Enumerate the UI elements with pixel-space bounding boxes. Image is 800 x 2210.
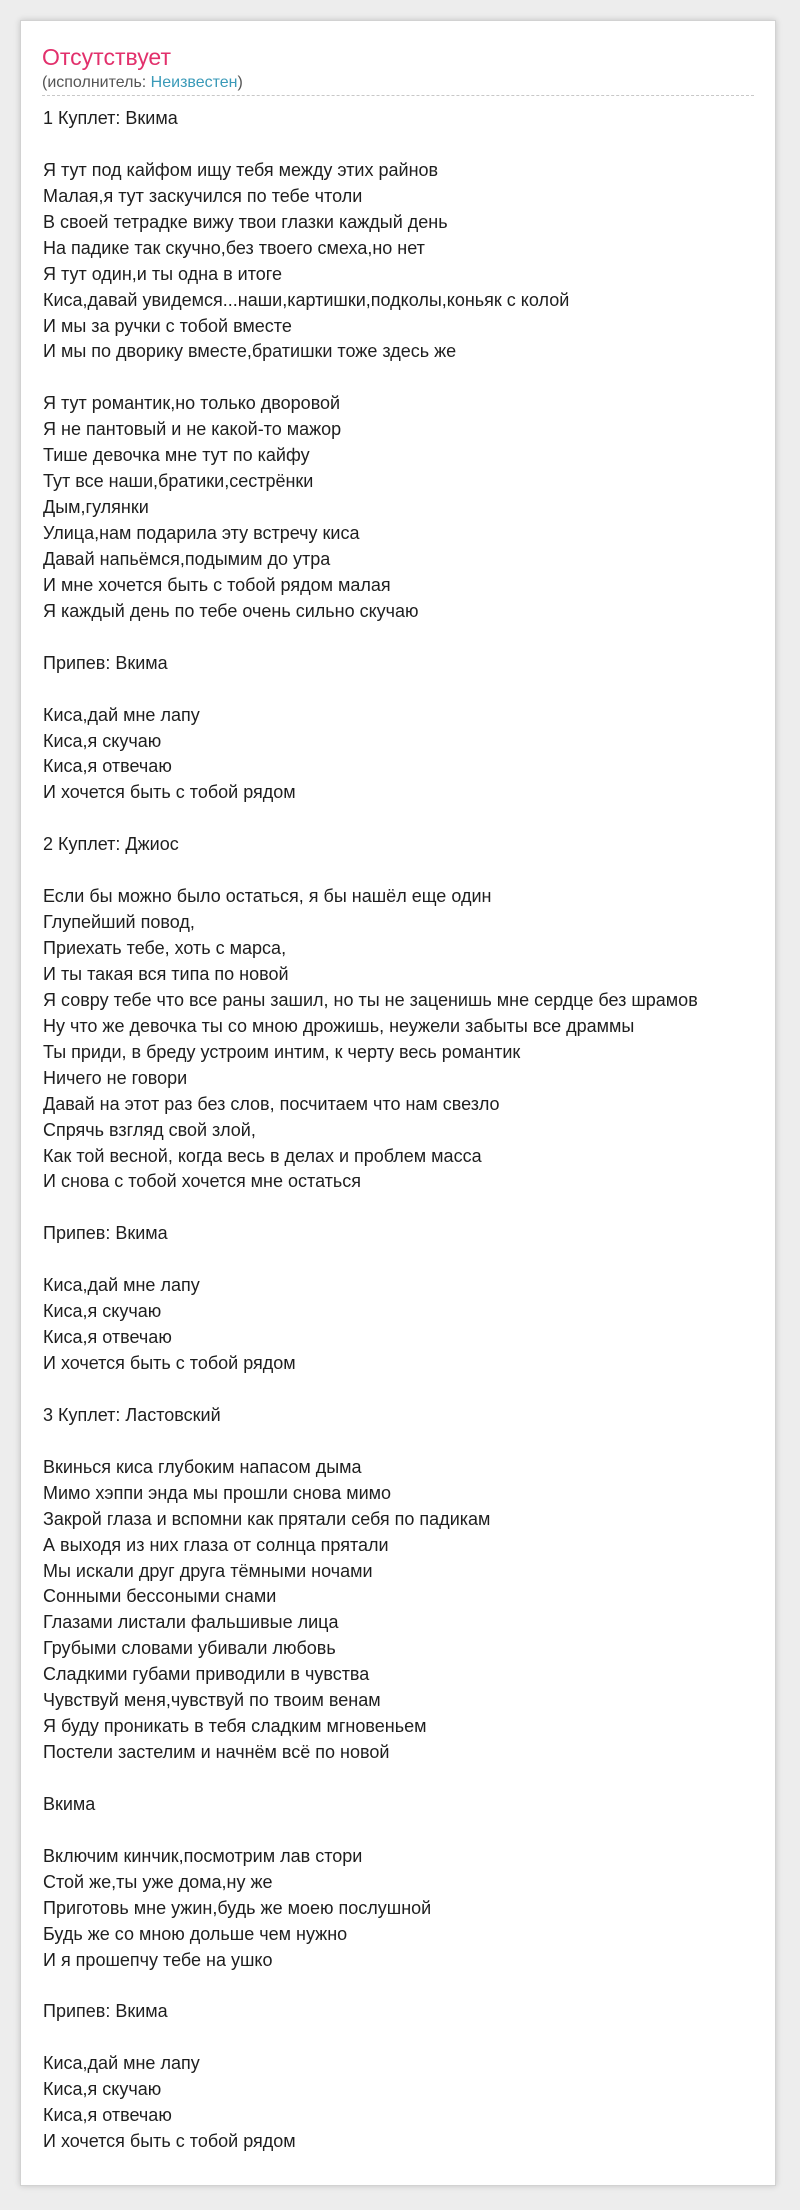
lyric-line: Сладкими губами приводили в чувства	[43, 1664, 370, 1685]
lyric-line: Припев: Вкима	[43, 2001, 168, 2022]
lyric-line: Ты приди, в бреду устроим интим, к черту весь романтик	[43, 1041, 521, 1062]
lyric-line: И ты такая вся типа по новой	[43, 963, 289, 984]
artist-link[interactable]: Неизвестен	[150, 74, 238, 91]
lyric-line: Киса,я скучаю	[43, 730, 162, 751]
lyric-line	[43, 1377, 769, 1403]
header-divider	[42, 95, 754, 96]
lyric-line: Включим кинчик,посмотрим лав стори	[43, 1845, 363, 1866]
lyric-line: Сонными бессоными снами	[43, 1586, 277, 1607]
lyric-line: На падике так скучно,без твоего смеха,но нет	[43, 237, 425, 258]
lyric-line: 2 Куплет: Джиос	[43, 834, 179, 855]
song-title: Отсутствует	[42, 44, 171, 70]
artist-suffix: )	[237, 74, 243, 91]
lyric-line: Приехать тебе, хоть с марса,	[43, 938, 287, 958]
lyric-line	[43, 1974, 769, 2000]
lyric-line: Киса,я отвечаю	[43, 2105, 172, 2126]
lyric-line: Грубыми словами убивали любовь	[43, 1638, 336, 1659]
lyric-line	[43, 365, 769, 391]
lyric-line: Приготовь мне ужин,будь же моею послушной	[43, 1897, 432, 1918]
lyric-line: Киса,давай увидемся...наши,картишки,подколы,коньяк с колой	[43, 289, 570, 310]
lyric-line: Вкинься киса глубоким напасом дыма	[43, 1456, 362, 1477]
lyric-line: Стой же,ты уже дома,ну же	[43, 1871, 273, 1892]
lyric-line: Я тут романтик,но только дворовой	[43, 393, 341, 414]
lyric-line: В своей тетрадке вижу твои глазки каждый день	[43, 211, 448, 232]
lyric-line: Припев: Вкима	[43, 1223, 168, 1244]
lyric-line: Киса,я отвечаю	[43, 756, 172, 777]
lyric-line: Киса,я отвечаю	[43, 1327, 172, 1348]
lyric-line: Я буду проникать в тебя сладким мгновеньем	[43, 1716, 427, 1737]
lyric-line: Ну что же девочка ты со мною дрожишь, неужели забыты все драммы	[43, 1015, 635, 1036]
lyric-line: 3 Куплет: Ластовский	[43, 1404, 221, 1425]
lyric-line: Припев: Вкима	[43, 652, 168, 673]
lyric-line: Я каждый день по тебе очень сильно скучаю	[43, 600, 419, 621]
lyric-line: Закрой глаза и вспомни как прятали себя по падикам	[43, 1508, 491, 1529]
lyric-line: Дым,гулянки	[43, 497, 149, 518]
lyric-line	[43, 1195, 769, 1221]
lyric-line: Давай напьёмся,подымим до утра	[43, 548, 331, 569]
lyrics-text	[43, 106, 769, 2155]
lyric-line	[43, 858, 769, 884]
artist-line	[42, 73, 243, 93]
lyric-line: Киса,я скучаю	[43, 1301, 162, 1322]
lyric-line: 1 Куплет: Вкима	[43, 108, 178, 128]
lyric-line: И мне хочется быть с тобой рядом малая	[43, 574, 391, 595]
lyric-line: И я прошепчу тебе на ушко	[43, 1949, 273, 1970]
lyric-line: Спрячь взгляд свой злой,	[43, 1119, 256, 1140]
lyric-line: Я тут один,и ты одна в итоге	[43, 263, 282, 284]
lyric-line: И хочется быть с тобой рядом	[43, 2131, 296, 2152]
lyric-line	[43, 2025, 769, 2051]
lyric-line	[43, 1429, 769, 1455]
lyric-line: И хочется быть с тобой рядом	[43, 1353, 296, 1373]
lyric-line: Глупейший повод,	[43, 912, 195, 933]
lyric-line: И мы за ручки с тобой вместе	[43, 315, 292, 336]
lyric-line: Давай на этот раз без слов, посчитаем что нам свезло	[43, 1093, 500, 1114]
lyric-line: Мимо хэппи энда мы прошли снова мимо	[43, 1482, 392, 1503]
lyric-line: Улица,нам подарила эту встречу киса	[43, 523, 360, 543]
lyric-line: Киса,дай мне лапу	[43, 704, 200, 725]
lyric-line: Ничего не говори	[43, 1067, 188, 1088]
lyric-line: И снова с тобой хочется мне остаться	[43, 1171, 362, 1192]
lyric-line: Тут все наши,братики,сестрёнки	[43, 471, 314, 492]
lyric-line: Глазами листали фальшивые лица	[43, 1612, 339, 1633]
lyric-line: Чувствуй меня,чувствуй по твоим венам	[43, 1690, 381, 1711]
lyric-line: Киса,дай мне лапу	[43, 1275, 200, 1296]
lyric-line: Мы искали друг друга тёмными ночами	[43, 1560, 373, 1581]
lyric-line: Постели застелим и начнём всё по новой	[43, 1742, 390, 1763]
lyric-line: Как той весной, когда весь в делах и проблем масса	[43, 1145, 482, 1166]
lyric-line	[43, 1818, 769, 1844]
lyric-line	[43, 1766, 769, 1792]
lyric-line: Если бы можно было остаться, я бы нашёл еще один	[43, 886, 492, 907]
lyric-line: Я совру тебе что все раны зашил, но ты не заценишь мне сердце без шрамов	[43, 989, 698, 1010]
lyric-line	[43, 677, 769, 703]
lyric-line: Я тут под кайфом ищу тебя между этих райнов	[43, 159, 439, 180]
lyric-line: Киса,дай мне лапу	[43, 2053, 200, 2074]
lyric-line: А выходя из них глаза от солнца прятали	[43, 1534, 389, 1555]
lyric-line	[43, 625, 769, 651]
lyrics-card	[20, 20, 776, 2186]
lyric-line: Малая,я тут заскучился по тебе чтоли	[43, 185, 363, 206]
lyric-line	[43, 1247, 769, 1273]
lyric-line: И мы по дворику вместе,братишки тоже здесь же	[43, 341, 457, 362]
lyric-line: Будь же со мною дольше чем нужно	[43, 1923, 348, 1944]
lyric-line: Киса,я скучаю	[43, 2079, 162, 2100]
lyric-line: Тише девочка мне тут по кайфу	[43, 445, 310, 466]
artist-prefix: (исполнитель:	[42, 74, 151, 91]
lyric-line	[43, 806, 769, 832]
lyric-line: Вкима	[43, 1793, 96, 1814]
lyric-line: И хочется быть с тобой рядом	[43, 782, 296, 803]
lyric-line	[43, 132, 769, 158]
lyric-line: Я не пантовый и не какой-то мажор	[43, 419, 342, 440]
